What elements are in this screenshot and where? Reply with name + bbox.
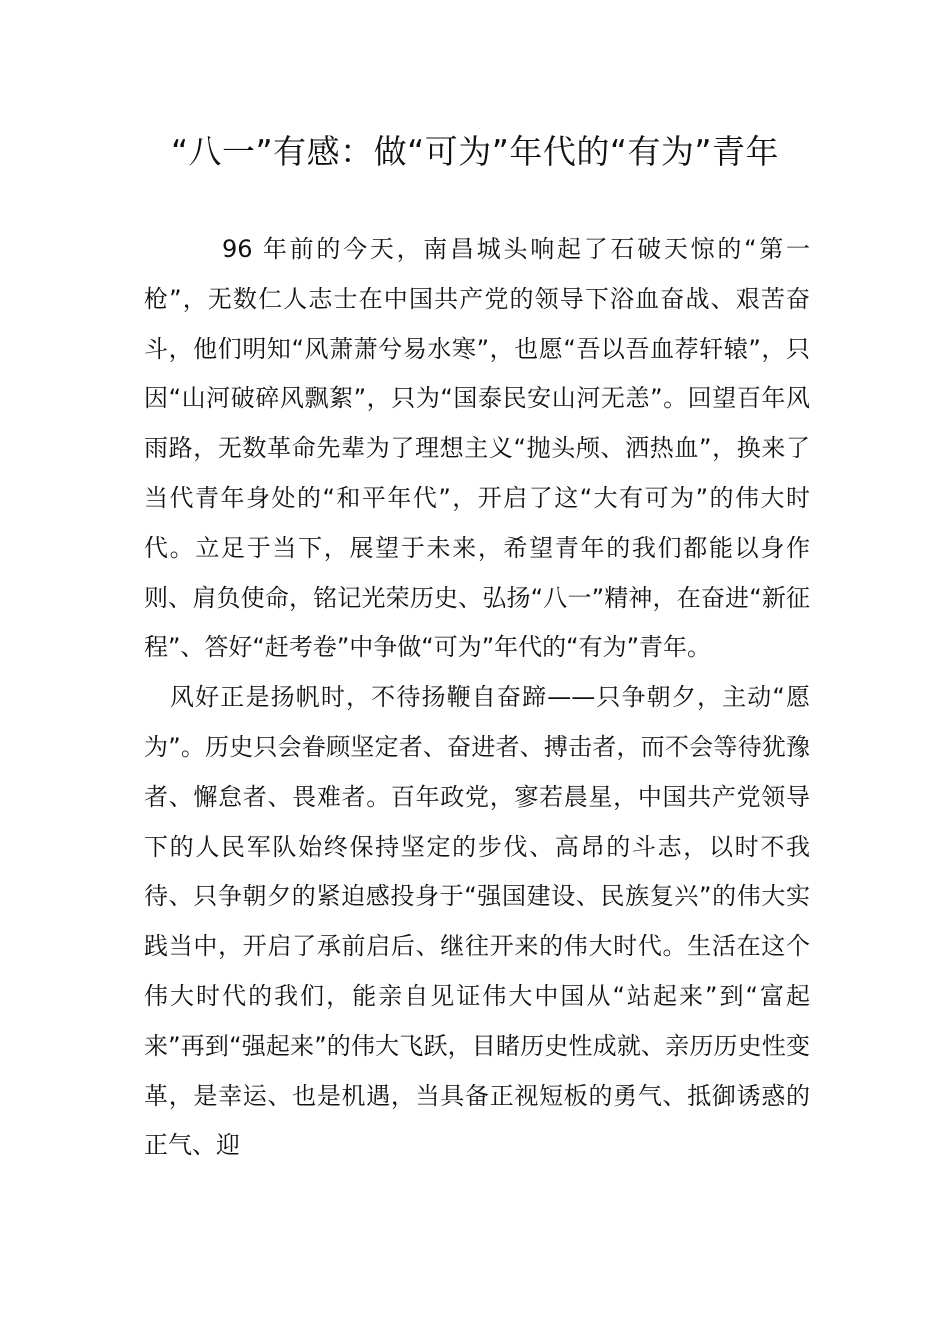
document-title: “八一”有感：做“可为”年代的“有为”青年 <box>170 132 780 171</box>
paragraph-1: 96 年前的今天，南昌城头响起了石破天惊的“第一枪”，无数仁人志士在中国共产党的领导下浴血奋战、艰苦奋斗，他们明知“风萧萧兮易水寒”，也愿“吾以吾血荐轩辕”，只因“山河破碎风飘絮”，只为“国泰民安山河无恙”。回望百年风雨路，无数革命先辈为了理想主义“抛头颅、洒热血”，换来了当代青年身处的“和平年代”，开启了这“大有可为”的伟大时代。立足于当下，展望于未来，希望青年的我们都能以身作则、肩负使命，铭记光荣历史、弘扬“八一”精神，在奋进“新征程”、答好“赶考卷”中争做“可为”年代的“有为”青年。 <box>144 235 810 662</box>
document-body <box>144 225 810 1171</box>
paragraph-2: 风好正是扬帆时，不待扬鞭自奋蹄——只争朝夕，主动“愿为”。历史只会眷顾坚定者、奋进者、搏击者，而不会等待犹豫者、懈怠者、畏难者。百年政党，寥若晨星，中国共产党领导下的人民军队始终保持坚定的步伐、高昂的斗志，以时不我待、只争朝夕的紧迫感投身于“强国建设、民族复兴”的伟大实践当中，开启了承前启后、继往开来的伟大时代。生活在这个伟大时代的我们，能亲自见证伟大中国从“站起来”到“富起来”再到“强起来”的伟大飞跃，目睹历史性成就、亲历历史性变革，是幸运、也是机遇，当具备正视短板的勇气、抵御诱惑的正气、迎 <box>144 683 810 1160</box>
